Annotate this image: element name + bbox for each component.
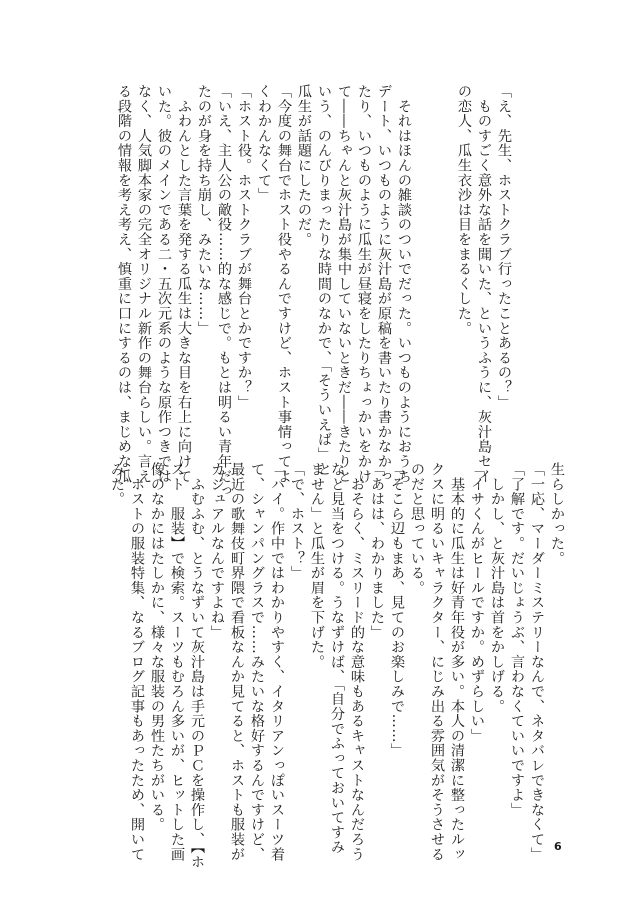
text-line: ホストの服装特集、なるブログ記事もあったため、開いて — [129, 462, 145, 862]
text-line: ふわんとした言葉を発する瓜生は大きな目を右上に向けて — [176, 84, 192, 484]
text-line: 「一応、マーダーミステリーなんで、ネタバレできなくて」 — [529, 462, 545, 862]
text-line: 「で、ホスト？」 — [289, 462, 305, 581]
text-line: の恋人、瓜生衣沙は目をまるくした。 — [456, 84, 472, 336]
text-line — [414, 84, 434, 454]
text-line: なく、人気脚本家の完全オリジナル新作の舞台らしい。言え — [136, 84, 152, 484]
text-line: 「ホスト役。ホストクラブが舞台とかですか？」 — [236, 84, 252, 410]
text-line: 「今度の舞台でホスト役やるんですけど、ホスト事情ってよ — [276, 84, 292, 484]
text-line: 瓜生が話題にしたのだ。 — [296, 84, 312, 247]
text-line: ません」と瓜生が眉を下げた。 — [309, 462, 325, 670]
text-line: いう、のんびりまったりな時間のなかで、「そういえば」と — [316, 84, 332, 477]
text-line: カジュアルなんですよね」 — [209, 462, 225, 640]
text-line: みた。 — [109, 462, 125, 507]
text-line: 生らしかった。 — [549, 462, 565, 566]
text-line: いた。彼のメインである二・五次元系のような原作つきでは — [156, 84, 172, 484]
text-line: 「そこら辺もまあ、見てのお楽しみで……」 — [389, 462, 405, 758]
text-line: 「了解です。だいじょうぶ、言わなくていいですよ」 — [509, 462, 525, 818]
text-line: 基本的に瓜生は好青年役が多い。本人の清潔に整ったルッ — [449, 462, 465, 862]
text-line: る段階の情報を考え考え、慎重に口にするのは、まじめな瓜 — [116, 84, 132, 484]
text-line: 「いえ、主人公の敵役……的な感じで。もとは明るい青年だっ — [216, 84, 232, 499]
page-number: 6 — [554, 840, 562, 853]
text-line: 最近の歌舞伎町界隈で看板なんか見てると、ホストも服装が — [229, 462, 245, 862]
text-line: クスに明るいキャラクター、にじみ出る雰囲気がそうさせる — [429, 462, 445, 862]
text-block-bottom — [109, 462, 567, 870]
text-line: て――ちゃんと灰汁島が集中していないときだ――きたりと — [336, 84, 352, 484]
text-line: 「イサくんがヒールですか。めずらしい」 — [469, 462, 485, 744]
text-line: デート、いつものように灰汁島が原稿を書いたり書かなかっ — [376, 84, 392, 484]
text-line: ふむふむ、とうなずいて灰汁島は手元のＰＣを操作し、【ホ — [189, 462, 205, 870]
text-line: それはほんの雑談のついでだった。いつものようにおうち — [396, 84, 412, 484]
text-line: しかし、と灰汁島は首をかしげる。 — [489, 462, 505, 714]
text-line: なと見当をつける。うなずけば、「自分でふっておいてすみ — [329, 462, 345, 855]
text-line: 「ハイ。作中ではわかりやすく、イタリアンっぽいスーツ着 — [269, 462, 285, 862]
text-line: 「え、先生、ホストクラブ行ったことあるの？」 — [496, 84, 512, 410]
text-line: ものすごく意外な話を聞いた、というふうに、灰汁島セイ — [476, 84, 492, 484]
text-line: 像のなかにはたしかに、様々な服装の男性たちがいる。 — [149, 462, 165, 832]
text-line: て、シャンパングラスで……みたいな格好するんですけど、 — [249, 462, 265, 862]
text-line: おそらく、ミスリード的な意味もあるキャストなんだろう — [349, 462, 365, 862]
text-line: たり、いつものように瓜生が昼寝をしたりちょっかいをかけ — [356, 84, 372, 484]
text-line: 「あはは、わかりました」 — [369, 462, 385, 640]
text-line — [434, 84, 454, 454]
text-line: たのが身を持ち崩し、みたいな……」 — [196, 84, 212, 336]
text-block-top — [114, 84, 514, 499]
text-line: くわかんなくて」 — [256, 84, 272, 203]
text-line: のだと思っている。 — [409, 462, 425, 596]
text-line: スト 服装】で検索。スーツもむろん多いが、ヒットした画 — [169, 462, 185, 862]
